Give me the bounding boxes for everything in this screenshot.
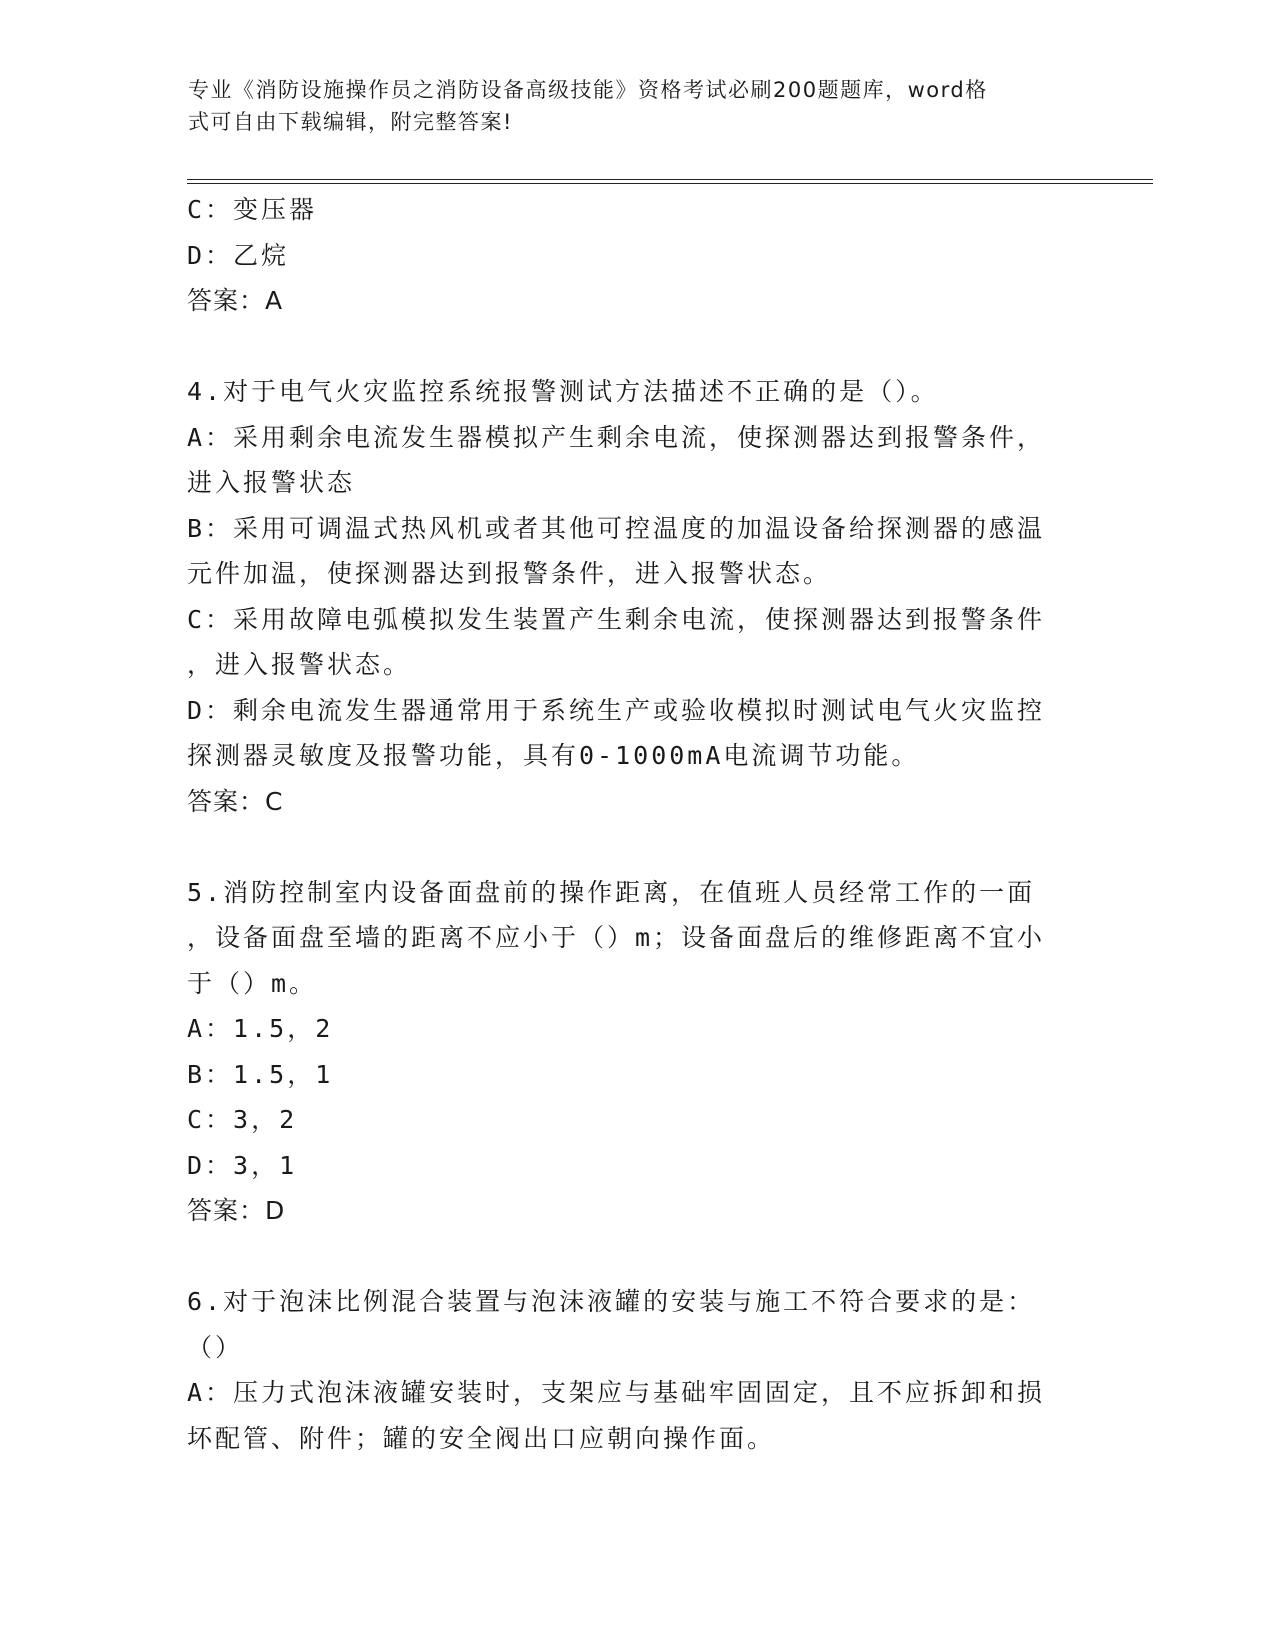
q3-answer: 答案：A (187, 286, 284, 315)
q5-question-line-1: 5.消防控制室内设备面盘前的操作距离，在值班人员经常工作的一面 (187, 877, 1036, 907)
q5-option-a: A：1.5，2 (187, 1014, 334, 1043)
header-line-2: 式可自由下载编辑，附完整答案! (188, 110, 513, 134)
q3-option-c: C：变压器 (187, 195, 318, 224)
page-header (188, 74, 1088, 138)
q4-option-c-line-2: ，进入报警状态。 (187, 650, 412, 679)
q4-option-c-line-1: C：采用故障电弧模拟发生装置产生剩余电流，使探测器达到报警条件 (187, 604, 1046, 634)
q4-question: 4.对于电气火灾监控系统报警测试方法描述不正确的是（）。 (187, 377, 939, 406)
q5-question-line-2: ，设备面盘至墙的距离不应小于（）m；设备面盘后的维修距离不宜小 (187, 923, 1046, 952)
q6-question-line-1: 6.对于泡沫比例混合装置与泡沫液罐的安装与施工不符合要求的是： (187, 1287, 1036, 1316)
spacer (187, 324, 1087, 370)
spacer (187, 1234, 1087, 1280)
q6-question-line-2: （） (187, 1332, 244, 1362)
q4-option-d-line-2: 探测器灵敏度及报警功能，具有0-1000mA电流调节功能。 (187, 741, 920, 770)
header-divider-top (187, 179, 1153, 180)
q4-option-d-line-1: D：剩余电流发生器通常用于系统生产或验收模拟时测试电气火灾监控 (187, 695, 1046, 725)
q6-option-a-line-2: 坏配管、附件；罐的安全阀出口应朝向操作面。 (187, 1423, 776, 1453)
q5-option-b: B：1.5，1 (187, 1059, 334, 1089)
question-4-block (187, 369, 1087, 824)
q4-option-a-line-2: 进入报警状态 (187, 468, 356, 497)
q4-option-b-line-2: 元件加温，使探测器达到报警条件，进入报警状态。 (187, 559, 832, 588)
q5-question-line-3: 于（）m。 (187, 968, 318, 998)
question-content (187, 187, 1087, 1461)
question-5-block (187, 870, 1087, 1234)
question-6-block (187, 1279, 1087, 1461)
spacer (187, 824, 1087, 870)
q4-option-a-line-1: A：采用剩余电流发生器模拟产生剩余电流，使探测器达到报警条件， (187, 422, 1046, 452)
q3-option-d: D：乙烷 (187, 240, 290, 270)
question-3-block (187, 187, 1087, 324)
q4-option-b-line-1: B：采用可调温式热风机或者其他可控温度的加温设备给探测器的感温 (187, 513, 1046, 543)
q5-option-d: D：3，1 (187, 1150, 298, 1180)
q6-option-a-line-1: A：压力式泡沫液罐安装时，支架应与基础牢固固定，且不应拆卸和损 (187, 1378, 1046, 1407)
q4-answer: 答案：C (187, 786, 284, 816)
q5-answer: 答案：D (187, 1196, 286, 1225)
header-divider-bottom (187, 183, 1153, 184)
header-line-1: 专业《消防设施操作员之消防设备高级技能》资格考试必刷200题题库，word格 (188, 78, 988, 102)
q5-option-c: C：3，2 (187, 1105, 298, 1134)
